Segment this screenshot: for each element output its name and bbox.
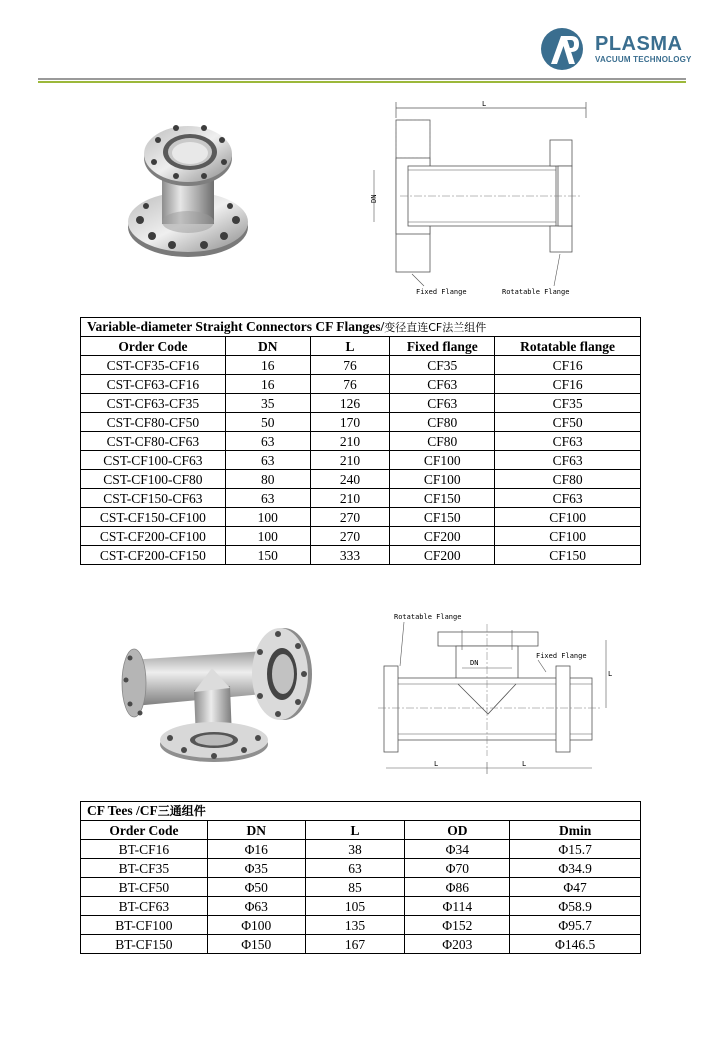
order-code-cell: BT-CF50	[81, 878, 208, 897]
cf-tee-table	[80, 801, 641, 954]
tee-rotatable-flange-label: Rotatable Flange	[394, 613, 462, 621]
table1-title-cn: 变径直连CF法兰组件	[384, 321, 487, 334]
rotatable-flange-cell: CF63	[495, 489, 641, 508]
length-label: L	[482, 100, 487, 108]
table2-header-row	[81, 821, 641, 840]
header-rule-green	[38, 81, 686, 83]
tee-fixed-flange-label: Fixed Flange	[536, 652, 587, 660]
table-row	[81, 508, 641, 527]
straight-connector-table	[80, 317, 641, 565]
od-cell: Φ34	[405, 840, 510, 859]
order-code-cell: BT-CF150	[81, 935, 208, 954]
table2-body	[81, 840, 641, 954]
rotatable-flange-cell: CF16	[495, 356, 641, 375]
table2-header-order-code: Order Code	[81, 821, 208, 840]
dn-cell: 35	[225, 394, 310, 413]
length-cell: 167	[305, 935, 405, 954]
dmin-cell: Φ15.7	[510, 840, 641, 859]
tee-length-label: L	[608, 670, 613, 678]
tee-dn-label: DN	[470, 659, 479, 667]
od-cell: Φ152	[405, 916, 510, 935]
order-code-cell: CST-CF80-CF50	[81, 413, 226, 432]
od-cell: Φ86	[405, 878, 510, 897]
table1-header-l: L	[310, 337, 390, 356]
table-row	[81, 878, 641, 897]
straight-connector-photo	[118, 112, 258, 262]
table-row	[81, 916, 641, 935]
fixed-flange-cell: CF100	[390, 451, 495, 470]
fixed-flange-cell: CF80	[390, 432, 495, 451]
length-cell: 63	[305, 859, 405, 878]
table1-header-dn: DN	[225, 337, 310, 356]
dn-cell: 100	[225, 508, 310, 527]
length-cell: 126	[310, 394, 390, 413]
length-cell: 135	[305, 916, 405, 935]
fixed-flange-cell: CF150	[390, 489, 495, 508]
od-cell: Φ203	[405, 935, 510, 954]
order-code-cell: BT-CF63	[81, 897, 208, 916]
order-code-cell: CST-CF100-CF80	[81, 470, 226, 489]
dmin-cell: Φ47	[510, 878, 641, 897]
table2-header-dn: DN	[207, 821, 305, 840]
fixed-flange-cell: CF200	[390, 527, 495, 546]
length-cell: 105	[305, 897, 405, 916]
order-code-cell: CST-CF63-CF35	[81, 394, 226, 413]
table-row	[81, 527, 641, 546]
order-code-cell: BT-CF100	[81, 916, 208, 935]
table1-title-row	[81, 318, 641, 337]
dn-cell: 16	[225, 375, 310, 394]
rotatable-flange-cell: CF35	[495, 394, 641, 413]
fixed-flange-cell: CF80	[390, 413, 495, 432]
dn-cell: 100	[225, 527, 310, 546]
order-code-cell: BT-CF16	[81, 840, 208, 859]
table-row	[81, 413, 641, 432]
rotatable-flange-label: Rotatable Flange	[502, 288, 570, 296]
table-row	[81, 375, 641, 394]
order-code-cell: CST-CF200-CF100	[81, 527, 226, 546]
table2-header-l: L	[305, 821, 405, 840]
order-code-cell: CST-CF63-CF16	[81, 375, 226, 394]
fixed-flange-cell: CF200	[390, 546, 495, 565]
order-code-cell: CST-CF80-CF63	[81, 432, 226, 451]
table-row	[81, 470, 641, 489]
rotatable-flange-cell: CF100	[495, 508, 641, 527]
table-row	[81, 394, 641, 413]
table-row	[81, 935, 641, 954]
order-code-cell: CST-CF200-CF150	[81, 546, 226, 565]
order-code-cell: CST-CF100-CF63	[81, 451, 226, 470]
table2-title-row	[81, 802, 641, 821]
fixed-flange-cell: CF150	[390, 508, 495, 527]
table-row	[81, 432, 641, 451]
fixed-flange-cell: CF35	[390, 356, 495, 375]
table-row	[81, 356, 641, 375]
table-row	[81, 489, 641, 508]
length-cell: 76	[310, 356, 390, 375]
dn-label: DN	[370, 194, 378, 203]
table2-title	[81, 802, 641, 821]
length-cell: 170	[310, 413, 390, 432]
table2-title-en: CF Tees /CF	[87, 803, 158, 818]
length-cell: 85	[305, 878, 405, 897]
tee-half-length-left: L	[434, 760, 439, 768]
dn-cell: Φ150	[207, 935, 305, 954]
straight-connector-drawing	[364, 98, 596, 298]
table-row	[81, 451, 641, 470]
table2-header-od: OD	[405, 821, 510, 840]
dmin-cell: Φ34.9	[510, 859, 641, 878]
header-rule-gray	[38, 78, 686, 80]
rotatable-flange-cell: CF50	[495, 413, 641, 432]
dn-cell: 63	[225, 451, 310, 470]
tee-half-length-right: L	[522, 760, 527, 768]
brand-tagline: VACUUM TECHNOLOGY	[595, 55, 692, 64]
dn-cell: 50	[225, 413, 310, 432]
table1-header-rotatable-flange: Rotatable flange	[495, 337, 641, 356]
length-cell: 240	[310, 470, 390, 489]
length-cell: 333	[310, 546, 390, 565]
table-row	[81, 859, 641, 878]
fixed-flange-cell: CF100	[390, 470, 495, 489]
fixed-flange-cell: CF63	[390, 375, 495, 394]
rotatable-flange-cell: CF63	[495, 432, 641, 451]
dn-cell: 63	[225, 432, 310, 451]
brand-wordmark	[595, 33, 692, 65]
fixed-flange-label: Fixed Flange	[416, 288, 467, 296]
order-code-cell: CST-CF35-CF16	[81, 356, 226, 375]
table1-header-order-code: Order Code	[81, 337, 226, 356]
od-cell: Φ114	[405, 897, 510, 916]
dn-cell: Φ63	[207, 897, 305, 916]
dn-cell: Φ35	[207, 859, 305, 878]
table2-header-dmin: Dmin	[510, 821, 641, 840]
rotatable-flange-cell: CF150	[495, 546, 641, 565]
od-cell: Φ70	[405, 859, 510, 878]
dn-cell: 80	[225, 470, 310, 489]
fixed-flange-cell: CF63	[390, 394, 495, 413]
dn-cell: 63	[225, 489, 310, 508]
table1-body	[81, 356, 641, 565]
length-cell: 270	[310, 508, 390, 527]
length-cell: 210	[310, 432, 390, 451]
dmin-cell: Φ95.7	[510, 916, 641, 935]
table1-header-row	[81, 337, 641, 356]
dn-cell: Φ50	[207, 878, 305, 897]
dn-cell: Φ16	[207, 840, 305, 859]
rotatable-flange-cell: CF16	[495, 375, 641, 394]
length-cell: 210	[310, 451, 390, 470]
brand-name: PLASMA	[595, 33, 683, 55]
length-cell: 270	[310, 527, 390, 546]
order-code-cell: BT-CF35	[81, 859, 208, 878]
dmin-cell: Φ58.9	[510, 897, 641, 916]
rotatable-flange-cell: CF63	[495, 451, 641, 470]
table1-title-en: Variable-diameter Straight Connectors CF Flanges/	[87, 319, 385, 334]
length-cell: 76	[310, 375, 390, 394]
dn-cell: 150	[225, 546, 310, 565]
table1-header-fixed-flange: Fixed flange	[390, 337, 495, 356]
table2-title-cn: 三通组件	[157, 804, 206, 818]
length-cell: 210	[310, 489, 390, 508]
rotatable-flange-cell: CF100	[495, 527, 641, 546]
order-code-cell: CST-CF150-CF100	[81, 508, 226, 527]
dn-cell: 16	[225, 356, 310, 375]
cf-tee-drawing	[378, 610, 618, 780]
length-cell: 38	[305, 840, 405, 859]
order-code-cell: CST-CF150-CF63	[81, 489, 226, 508]
table-row	[81, 840, 641, 859]
table-row	[81, 897, 641, 916]
dn-cell: Φ100	[207, 916, 305, 935]
table1-title	[81, 318, 641, 337]
cf-tee-photo	[112, 620, 322, 770]
dmin-cell: Φ146.5	[510, 935, 641, 954]
rotatable-flange-cell: CF80	[495, 470, 641, 489]
table-row	[81, 546, 641, 565]
